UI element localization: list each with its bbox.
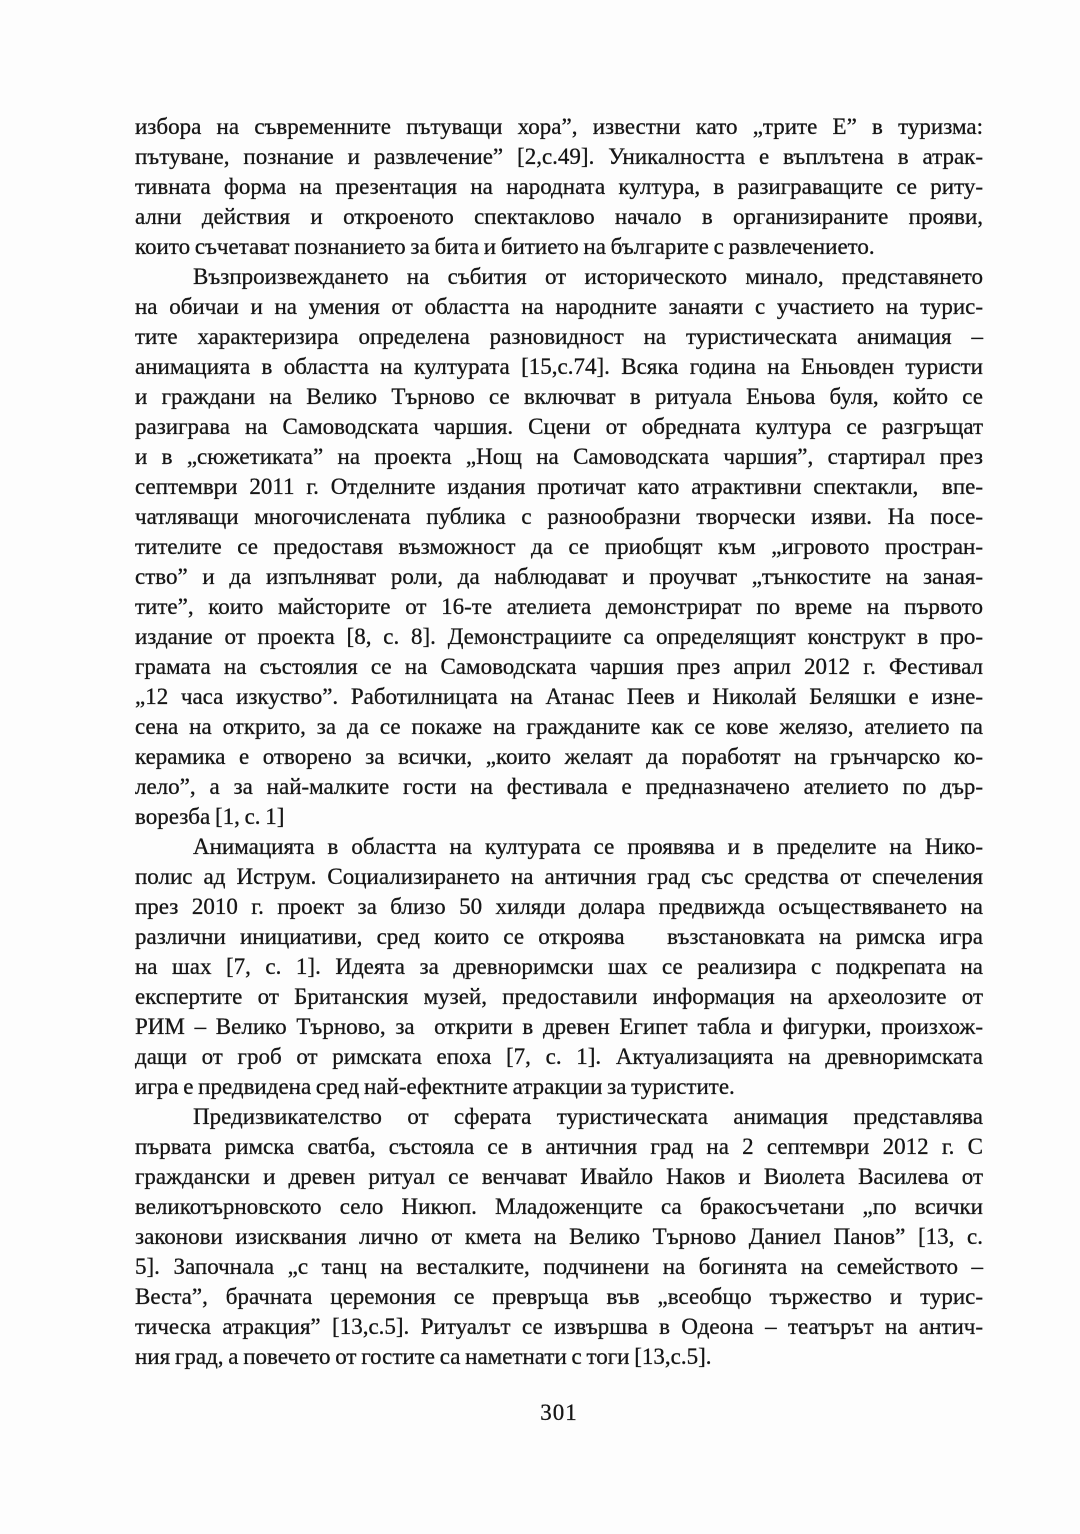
text-line: ворезба [1, с. 1] bbox=[135, 804, 285, 829]
paragraph bbox=[135, 112, 983, 262]
text-line: дащи от гроб от римската епоха [7, с. 1]. Актуализацията на древноримската bbox=[135, 1044, 983, 1069]
text-line: грамата на състоялия се на Самоводската чаршия през април 2012 г. Фестивал bbox=[135, 654, 983, 679]
text-line: Анимацията в областта на културата се проявява и в пределите на Нико- bbox=[193, 834, 983, 859]
paragraph bbox=[135, 832, 983, 1102]
text-line: сена на открито, за да се покаже на гражданите как се кове желязо, ателието па bbox=[135, 714, 983, 739]
text-line: керамика е отворено за всички, „които желаят да поработят на грънчарско ко- bbox=[135, 744, 983, 769]
text-line: законови изисквания лично от кмета на Велико Търново Даниел Панов” [13, с. bbox=[135, 1224, 983, 1249]
text-line: пътуване, познание и развлечение” [2,с.49]. Уникалността е въплътена в атрак- bbox=[135, 144, 983, 169]
text-line: лело”, а за най-малките гости на фестивала е предназначено ателието по дър- bbox=[135, 774, 983, 799]
text-line: на шах [7, с. 1]. Идеята за древноримски шах се реализира с подкрепата на bbox=[135, 954, 983, 979]
text-line: анимацията в областта на културата [15,с.74]. Всяка година на Еньовден туристи bbox=[135, 354, 983, 379]
text-line: ния град, а повечето от гостите са наметнати с тоги [13,с.5]. bbox=[135, 1344, 712, 1369]
text-line: ство” и да изпълняват роли, да наблюдават и проучват „тънкостите на заная- bbox=[135, 564, 983, 589]
text-line: тите”, които майсторите от 16-те ателиета демонстрират по време на първото bbox=[135, 594, 983, 619]
text-line: експертите от Британския музей, предоставили информация на археолозите от bbox=[135, 984, 983, 1009]
text-line: тическа атракция” [13,с.5]. Ритуалът се извършва в Одеона – театърът на антич- bbox=[135, 1314, 983, 1339]
text-line: които съчетават познанието за бита и битието на българите с развлечението. bbox=[135, 234, 875, 259]
text-line: ални действия и откроеното спектаклово начало в организираните прояви, bbox=[135, 204, 983, 229]
text-line: и в „сюжетиката” на проекта „Нощ на Самоводската чаршия”, стартирал през bbox=[135, 444, 983, 469]
text-block bbox=[135, 112, 983, 1372]
text-line: чатляващи многочислената публика с разнообразни творчески изяви. На посе- bbox=[135, 504, 983, 529]
text-line: избора на съвременните пътуващи хора”, известни като „трите Е” в туризма: bbox=[135, 114, 983, 139]
text-line: тивната форма на презентация на народната култура, в разиграващите се риту- bbox=[135, 174, 983, 199]
text-line: и граждани на Велико Търново се включват в ритуала Еньова буля, който се bbox=[135, 384, 983, 409]
text-line: полис ад Иструм. Социализирането на античния град със средства от спечеления bbox=[135, 864, 983, 889]
text-line: граждански и древен ритуал се венчават Ивайло Наков и Виолета Василева от bbox=[135, 1164, 983, 1189]
text-line: през 2010 г. проект за близо 50 хиляди долара предвижда осъществяването на bbox=[135, 894, 983, 919]
text-line: РИМ – Велико Търново, за открити в древен Египет табла и фигурки, произхож- bbox=[135, 1014, 983, 1039]
text-line: разиграва на Самоводската чаршия. Сцени от обредната култура се разгръщат bbox=[135, 414, 983, 439]
text-line: тите характеризира определена разновидност на туристическата анимация – bbox=[135, 324, 983, 349]
page-number: 301 bbox=[540, 1400, 578, 1425]
paragraph bbox=[135, 262, 983, 832]
text-line: великотърновското село Никюп. Младоженците са бракосъчетани „по всички bbox=[135, 1194, 983, 1219]
text-line: септември 2011 г. Отделните издания протичат като атрактивни спектакли, впе- bbox=[135, 474, 983, 499]
text-line: издание от проекта [8, с. 8]. Демонстрациите са определящият конструкт в про- bbox=[135, 624, 983, 649]
text-line: игра е предвидена сред най-ефектните атракции за туристите. bbox=[135, 1074, 735, 1099]
text-line: на обичаи и на умения от областта на народните занаяти с участието на турис- bbox=[135, 294, 983, 319]
text-line: тителите се предоставя възможност да се приобщят към „игровото простран- bbox=[135, 534, 983, 559]
paragraph bbox=[135, 1102, 983, 1372]
text-line: различни инициативи, сред които се откроява възстановката на римска игра bbox=[135, 924, 983, 949]
text-line: Веста”, брачната церемония се превръща във „всеобщо тържество и турис- bbox=[135, 1284, 983, 1309]
text-line: Предизвикателство от сферата туристическата анимация представлява bbox=[193, 1104, 983, 1129]
text-line: 5]. Започнала „с танц на весталките, подчинени на богинята на семейството – bbox=[135, 1254, 983, 1279]
text-line: Възпроизвеждането на събития от историческото минало, представянето bbox=[193, 264, 983, 289]
text-line: първата римска сватба, състояла се в античния град на 2 септември 2012 г. С bbox=[135, 1134, 983, 1159]
text-line: „12 часа изкуство”. Работилницата на Атанас Пеев и Николай Беляшки е изне- bbox=[135, 684, 983, 709]
